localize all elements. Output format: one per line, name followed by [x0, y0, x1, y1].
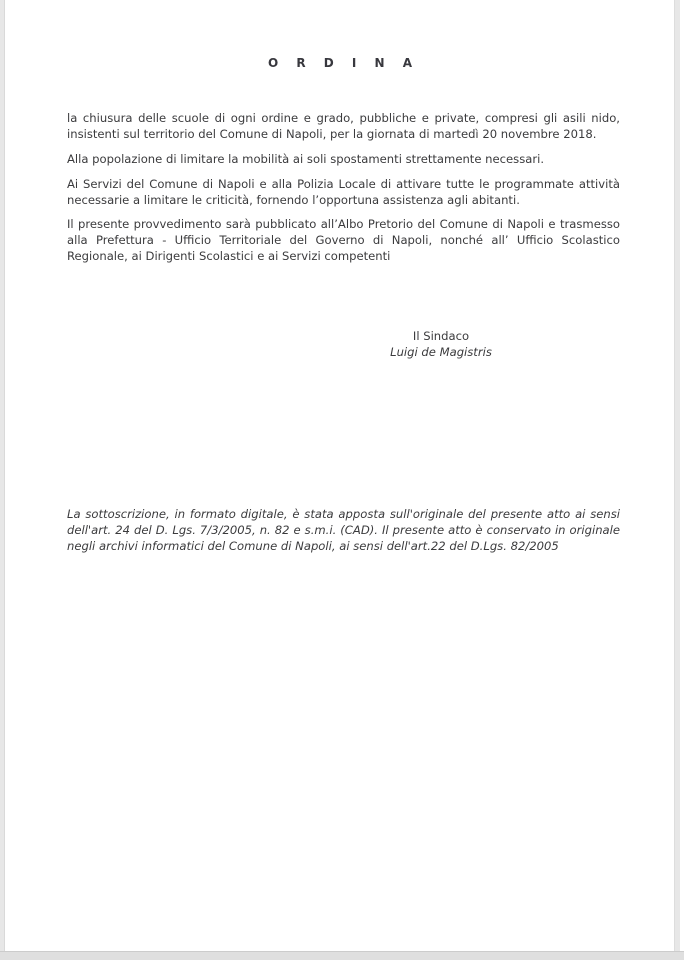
paragraph-population-mobility: Alla popolazione di limitare la mobilità ai soli spostamenti strettamente necessari.	[67, 152, 545, 166]
paragraph-services-police: Ai Servizi del Comune di Napoli e alla Polizia Locale di attivare tutte le programmate attività necessarie a limitare le criticità, fornendo l’opportuna assistenza agli abitanti.	[67, 177, 620, 207]
signature-name: Luigi de Magistris	[390, 345, 492, 359]
paragraph-publication: Il presente provvedimento sarà pubblicato all’Albo Pretorio del Comune di Napoli e trasmesso alla Prefettura - Ufficio Territoriale del Governo di Napoli, nonché all’ Ufficio Scolastico Regionale, ai Dirigenti Scolastici e ai Servizi competenti	[67, 217, 620, 263]
document-body	[67, 0, 620, 554]
paragraph-school-closure: la chiusura delle scuole di ogni ordine e grado, pubbliche e private, compresi gli asili nido, insistenti sul territorio del Comune di Napoli, per la giornata di martedì 20 novembre 2018.	[67, 111, 620, 141]
page-edge-left	[0, 0, 5, 960]
page-edge-bottom	[0, 951, 684, 960]
signature-block	[341, 328, 541, 360]
ordinance-title: O R D I N A	[267, 56, 420, 70]
signature-role: Il Sindaco	[412, 329, 470, 343]
digital-signature-note: La sottoscrizione, in formato digitale, è stata apposta sull'originale del presente atto ai sensi dell'art. 24 del D. Lgs. 7/3/2005, n. 82 e s.m.i. (CAD). Il presente atto è conservato in originale negli archivi informatici del Comune di Napoli, ai sensi dell'art.22 del D.Lgs. 82/2005	[67, 507, 620, 553]
page-edge-right	[674, 0, 680, 960]
